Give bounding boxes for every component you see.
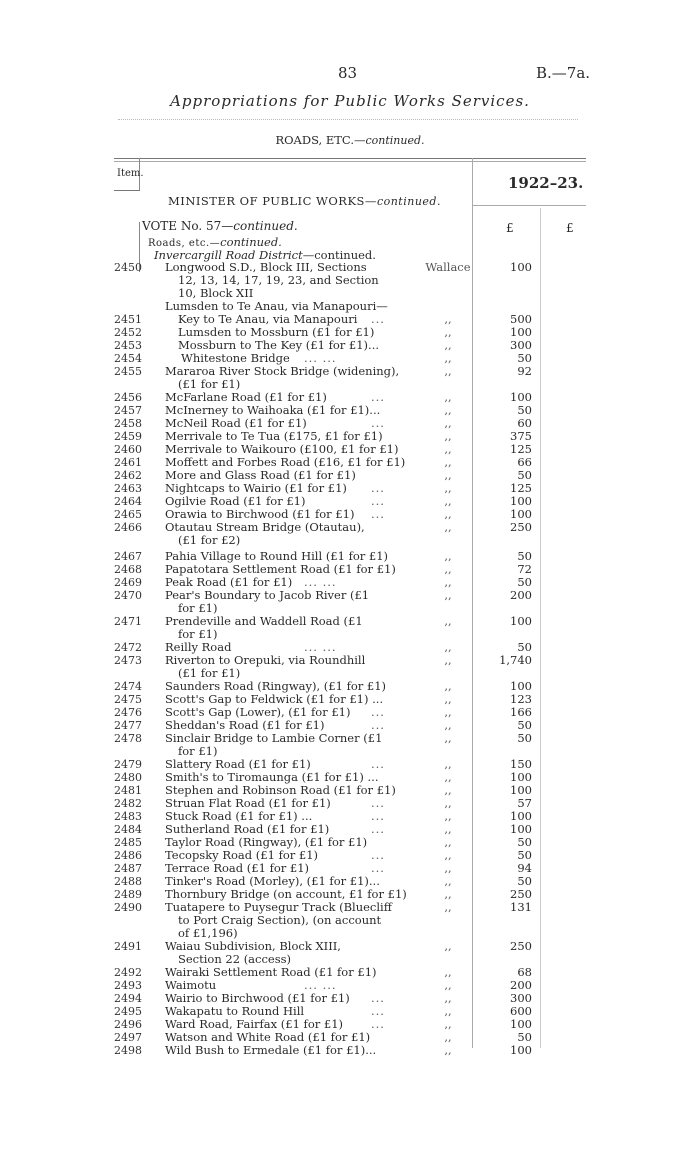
item-description: Wairio to Birchwood (£1 for £1) [165,991,350,1005]
table-row [0,706,700,719]
item-description: Wakapatu to Round Hill [165,1004,305,1018]
county-name: ,, [444,796,452,810]
amount-value: 131 [510,900,532,914]
year-head-rule [472,205,586,206]
item-number: 2476 [114,706,142,719]
item-number: 2471 [114,615,142,628]
item-description: Tuatapere to Puysegur Track (Bluecliff [165,900,392,914]
item-description: Scott's Gap (Lower), (£1 for £1) [165,705,351,719]
county-name: ,, [444,965,452,979]
item-description: Orawia to Birchwood (£1 for £1) [165,507,355,521]
table-row [0,534,700,547]
item-head-rule [114,190,140,191]
item-description: Pear's Boundary to Jacob River (£1 [165,588,370,602]
item-number: 2490 [114,901,142,914]
county-name: ,, [444,312,452,326]
leader-dots: ... [371,822,385,836]
leader-dots: ... [371,809,385,823]
item-number: 2481 [114,784,142,797]
county-name: ,, [444,640,452,654]
table-row [0,274,700,287]
item-number: 2456 [114,391,142,404]
county-name: ,, [444,757,452,771]
subtitle-main: ROADS, ETC.— [275,133,366,147]
table-row [0,589,700,602]
item-number: 2491 [114,940,142,953]
item-description: Taylor Road (Ringway), (£1 for £1) [165,835,368,849]
county-name: ,, [444,494,452,508]
amount-value: 150 [510,757,532,771]
table-row [0,378,700,391]
county-name: ,, [444,390,452,404]
item-description: Nightcaps to Wairio (£1 for £1) [165,481,347,495]
item-number: 2468 [114,563,142,576]
leader-dots: ... [371,757,385,771]
item-number: 2485 [114,836,142,849]
amount-value: 50 [517,874,532,888]
item-description: Ogilvie Road (£1 for £1) [165,494,306,508]
item-number: 2496 [114,1018,142,1031]
table-row [0,628,700,641]
table-row [0,482,700,495]
county-name: ,, [444,991,452,1005]
amount-value: 50 [517,468,532,482]
item-number: 2493 [114,979,142,992]
county-name: ,, [444,848,452,862]
table-row [0,469,700,482]
county-name: ,, [444,1043,452,1057]
item-description: Otautau Stream Bridge (Otautau), [165,520,365,534]
table-top-rule-2 [114,161,586,162]
county-name: ,, [444,403,452,417]
item-description: Struan Flat Road (£1 for £1) [165,796,331,810]
item-number: 2466 [114,521,142,534]
roads-continued: continued. [220,235,282,249]
vote-continued: continued. [233,219,298,233]
county-name: ,, [444,338,452,352]
item-description: Wairaki Settlement Road (£1 for £1) [165,965,377,979]
item-description: McFarlane Road (£1 for £1) [165,390,327,404]
page-title: Appropriations for Public Works Services. [170,92,530,110]
item-description: More and Glass Road (£1 for £1) [165,468,356,482]
item-number: 2480 [114,771,142,784]
item-number: 2451 [114,313,142,326]
county-name: ,, [444,874,452,888]
item-number: 2465 [114,508,142,521]
amount-value: 100 [510,325,532,339]
roads-heading [148,235,282,249]
table-row [0,365,700,378]
amount-value: 250 [510,887,532,901]
item-description: Key to Te Anau, via Manapouri [178,312,358,326]
item-description: Tecopsky Road (£1 for £1) [165,848,319,862]
item-number: 2475 [114,693,142,706]
item-number: 2454 [114,352,142,365]
item-description: Slattery Road (£1 for £1) [165,757,311,771]
leader-dots: ... [371,718,385,732]
table-row [0,784,700,797]
roads-main: Roads, etc.— [148,238,221,249]
item-description: Section 22 (access) [178,952,292,966]
item-description: Mossburn to The Key (£1 for £1)... [178,338,380,352]
item-description: Merrivale to Waikouro (£100, £1 for £1) [165,442,399,456]
table-row [0,1005,700,1018]
amount-value: 200 [510,588,532,602]
item-description: Pahia Village to Round Hill (£1 for £1) [165,549,389,563]
amount-value: 66 [517,455,532,469]
leader-dots: ... [371,705,385,719]
leader-dots: ... [371,848,385,862]
county-name: ,, [444,1017,452,1031]
item-number: 2483 [114,810,142,823]
item-description: Prendeville and Waddell Road (£1 [165,614,363,628]
item-description: for £1) [178,627,218,641]
county-name: ,, [444,364,452,378]
item-description: Saunders Road (Ringway), (£1 for £1) [165,679,387,693]
county-name: ,, [444,887,452,901]
item-description: to Port Craig Section), (on account [178,913,382,927]
item-number: 2497 [114,1031,142,1044]
district-name: Invercargill Road District [154,248,303,262]
leader-dots: ... [371,1004,385,1018]
county-name: ,, [444,351,452,365]
item-description: Peak Road (£1 for £1) [165,575,293,589]
table-row [0,339,700,352]
item-description: for £1) [178,744,218,758]
item-number: 2458 [114,417,142,430]
leader-dots: ... [371,991,385,1005]
item-number: 2463 [114,482,142,495]
table-row [0,849,700,862]
item-description: Longwood S.D., Block III, Sections [165,260,367,274]
item-column-header: Item. [117,168,144,179]
item-description: Moffett and Forbes Road (£16, £1 for £1) [165,455,406,469]
item-number: 2455 [114,365,142,378]
county-name: ,, [444,575,452,589]
item-number: 2464 [114,495,142,508]
county-name: ,, [444,835,452,849]
pound-symbol-col1: £ [506,221,514,235]
amount-value: 100 [510,809,532,823]
county-name: ,, [444,549,452,563]
leader-dots: ... [371,312,385,326]
item-description: Papatotara Settlement Road (£1 for £1) [165,562,396,576]
county-name: ,, [444,562,452,576]
table-row [0,836,700,849]
table-row [0,654,700,667]
amount-value: 100 [510,507,532,521]
item-description: of £1,196) [178,926,238,940]
amount-value: 300 [510,338,532,352]
amount-value: 92 [517,364,532,378]
item-description: Lumsden to Mossburn (£1 for £1) [178,325,375,339]
table-row [0,979,700,992]
item-description: 12, 13, 14, 17, 19, 23, and Section [178,273,379,287]
amount-value: 100 [510,494,532,508]
county-name: ,, [444,442,452,456]
county-name: ,, [444,429,452,443]
county-name: ,, [444,1030,452,1044]
leader-dots: ... [371,861,385,875]
amount-value: 1,740 [499,653,532,667]
amount-value: 125 [510,442,532,456]
table-row [0,521,700,534]
amount-value: 300 [510,991,532,1005]
leader-dots: ... [371,390,385,404]
amount-value: 375 [510,429,532,443]
leader-dots: ... [371,494,385,508]
leader-dots: ... [371,416,385,430]
item-number: 2474 [114,680,142,693]
item-number: 2494 [114,992,142,1005]
county-name: ,, [444,455,452,469]
subtitle-continued: continued. [365,134,425,147]
amount-value: 50 [517,575,532,589]
item-description: Whitestone Bridge [181,351,290,365]
vote-heading [142,219,298,233]
county-name: ,, [444,325,452,339]
amount-value: 50 [517,1030,532,1044]
county-name: ,, [444,520,452,534]
amount-value: 50 [517,835,532,849]
county-name: ,, [444,653,452,667]
amount-value: 57 [517,796,532,810]
item-description: Wild Bush to Ermedale (£1 for £1)... [165,1043,377,1057]
amount-value: 100 [510,822,532,836]
county-name: ,, [444,481,452,495]
item-description: (£1 for £1) [178,666,241,680]
item-number: 2492 [114,966,142,979]
leader-dots: ... [371,1017,385,1031]
county-name: ,, [444,809,452,823]
item-number: 2498 [114,1044,142,1057]
amount-value: 500 [510,312,532,326]
item-description: Watson and White Road (£1 for £1) [165,1030,371,1044]
table-row [0,732,700,745]
amount-value: 60 [517,416,532,430]
item-description: Sutherland Road (£1 for £1) [165,822,330,836]
item-number: 2479 [114,758,142,771]
item-number: 2453 [114,339,142,352]
item-number: 2484 [114,823,142,836]
item-description: Reilly Road [165,640,232,654]
item-description: Thornbury Bridge (on account, £1 for £1) [165,887,407,901]
county-name: ,, [444,614,452,628]
amount-value: 100 [510,1017,532,1031]
item-description: 10, Block XII [178,286,254,300]
table-row [0,992,700,1005]
item-description: Lumsden to Te Anau, via Manapouri— [165,299,388,313]
county-name: ,, [444,900,452,914]
leader-dots: ... ... [304,575,337,589]
item-description: McInerney to Waihoaka (£1 for £1)... [165,403,381,417]
district-continued: —continued. [302,248,376,262]
item-number: 2462 [114,469,142,482]
amount-value: 200 [510,978,532,992]
amount-value: 50 [517,731,532,745]
table-row [0,1044,700,1057]
item-number: 2459 [114,430,142,443]
amount-value: 100 [510,260,532,274]
amount-value: 100 [510,614,532,628]
item-number: 2487 [114,862,142,875]
amount-value: 50 [517,848,532,862]
item-description: Riverton to Orepuki, via Roundhill [165,653,366,667]
amount-value: 100 [510,390,532,404]
section-subtitle [0,133,700,147]
title-rule [118,119,578,120]
item-number: 2472 [114,641,142,654]
county-name: ,, [444,1004,452,1018]
county-name: ,, [444,978,452,992]
vote-main: VOTE No. 57— [142,219,234,233]
amount-value: 50 [517,640,532,654]
item-number: 2460 [114,443,142,456]
county-name: ,, [444,718,452,732]
table-row [0,563,700,576]
item-number: 2470 [114,589,142,602]
item-description: (£1 for £2) [178,533,241,547]
county-name: ,, [444,416,452,430]
item-description: Waimotu [165,978,217,992]
minister-main: MINISTER OF PUBLIC WORKS— [168,194,377,208]
amount-value: 68 [517,965,532,979]
table-row [0,693,700,706]
amount-value: 125 [510,481,532,495]
item-description: Ward Road, Fairfax (£1 for £1) [165,1017,344,1031]
item-description: Waiau Subdivision, Block XIII, [165,939,341,953]
item-description: Stephen and Robinson Road (£1 for £1) [165,783,396,797]
amount-value: 72 [517,562,532,576]
county-name: ,, [444,939,452,953]
item-number: 2486 [114,849,142,862]
table-row [0,914,700,927]
amount-value: 166 [510,705,532,719]
leader-dots: ... ... [304,978,337,992]
item-number: 2482 [114,797,142,810]
table-row [0,615,700,628]
county-name: ,, [444,679,452,693]
amount-value: 100 [510,1043,532,1057]
item-number: 2488 [114,875,142,888]
table-row [0,810,700,823]
table-row [0,927,700,940]
item-number: 2467 [114,550,142,563]
county-name: ,, [444,588,452,602]
county-name: ,, [444,731,452,745]
amount-value: 250 [510,939,532,953]
minister-continued: continued. [376,195,441,208]
leader-dots: ... [371,507,385,521]
item-description: (£1 for £1) [178,377,241,391]
page-number: 83 [338,64,358,82]
item-description: Scott's Gap to Feldwick (£1 for £1) ... [165,692,384,706]
table-row [0,404,700,417]
leader-dots: ... [371,481,385,495]
item-number: 2452 [114,326,142,339]
amount-value: 50 [517,403,532,417]
document-reference: B.—7a. [536,64,591,82]
amount-value: 94 [517,861,532,875]
amount-value: 50 [517,549,532,563]
table-row [0,797,700,810]
table-top-rule [114,158,586,159]
item-description: McNeil Road (£1 for £1) [165,416,307,430]
item-number: 2457 [114,404,142,417]
amount-value: 250 [510,520,532,534]
amount-value: 123 [510,692,532,706]
item-number: 2478 [114,732,142,745]
county-name: ,, [444,822,452,836]
year-header: 1922–23. [508,174,584,192]
item-number: 2473 [114,654,142,667]
county-name: ,, [444,770,452,784]
item-description: Sheddan's Road (£1 for £1) [165,718,325,732]
table-row [0,940,700,953]
table-row [0,745,700,758]
item-description: Tinker's Road (Morley), (£1 for £1)... [165,874,380,888]
county-name: ,, [444,783,452,797]
item-description: Stuck Road (£1 for £1) ... [165,809,313,823]
county-name: ,, [444,705,452,719]
item-description: Sinclair Bridge to Lambie Corner (£1 [165,731,383,745]
county-name: ,, [444,468,452,482]
pound-symbol-col2: £ [566,221,574,235]
county-name: ,, [444,507,452,521]
amount-value: 50 [517,351,532,365]
item-description: Smith's to Tiromaunga (£1 for £1) ... [165,770,379,784]
county-name: Wallace [425,260,471,274]
item-number: 2495 [114,1005,142,1018]
amount-value: 100 [510,783,532,797]
item-description: for £1) [178,601,218,615]
county-name: ,, [444,861,452,875]
item-description: Mararoa River Stock Bridge (widening), [165,364,400,378]
leader-dots: ... ... [304,351,337,365]
leader-dots: ... ... [304,640,337,654]
county-name: ,, [444,692,452,706]
item-number: 2477 [114,719,142,732]
leader-dots: ... [371,796,385,810]
amount-value: 600 [510,1004,532,1018]
minister-heading [168,194,441,208]
item-number: 2469 [114,576,142,589]
item-number: 2450 [114,261,142,274]
table-row [0,966,700,979]
amount-value: 100 [510,770,532,784]
amount-value: 50 [517,718,532,732]
amount-value: 100 [510,679,532,693]
item-number: 2461 [114,456,142,469]
item-number: 2489 [114,888,142,901]
item-description: Terrace Road (£1 for £1) [165,861,310,875]
item-description: Merrivale to Te Tua (£175, £1 for £1) [165,429,383,443]
